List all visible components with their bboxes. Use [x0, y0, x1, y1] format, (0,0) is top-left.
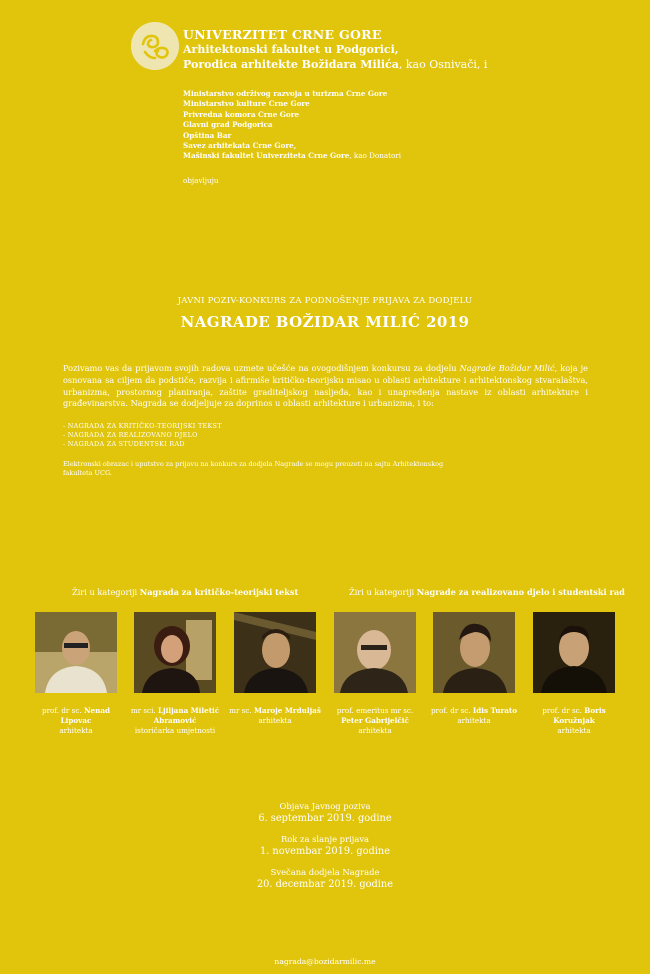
university-logo — [131, 22, 179, 70]
jury-photo-lipovac — [35, 612, 117, 693]
jury-title: mr sci. — [130, 706, 156, 715]
jury-name: Boris Koružnjak — [553, 706, 606, 725]
jury-photo-turato — [433, 612, 515, 693]
jury-heading-category: Nagrade za realizovano djelo i studentski rad — [416, 587, 625, 597]
jury-heading-realized — [349, 587, 625, 597]
organizer-block — [183, 27, 487, 72]
jury-name: Maroje Mrduljaš — [253, 706, 321, 715]
date-label: Svečana dodjela Nagrade — [270, 867, 380, 877]
jury-heading-prefix: Žiri u kategoriji — [72, 587, 140, 597]
donor-list — [183, 89, 401, 162]
jury-title: prof. emeritus mr sc. — [336, 706, 414, 715]
jury-caption — [325, 706, 425, 736]
jury-caption — [125, 706, 225, 736]
jury-heading-category: Nagrada za kritičko-teorijski tekst — [139, 587, 299, 597]
call-title: NAGRADE BOŽIDAR MILIĆ 2019 — [180, 313, 470, 331]
important-dates — [0, 801, 650, 890]
date-value: 6. septembar 2019. godine — [258, 812, 392, 824]
donor-item: Ministarstvo kulture Crne Gore — [183, 99, 310, 109]
contact-email[interactable]: nagrada@bozidarmilic.me — [274, 957, 376, 966]
date-label: Objava Javnog poziva — [279, 801, 371, 811]
jury-photo-koruznjak — [533, 612, 615, 693]
intro-text-before: Pozivamo vas da prijavom svojih radova uzmete učešće na ovogodišnjem konkursu za dodjelu — [63, 363, 460, 373]
jury-role: arhitekta — [258, 716, 292, 725]
jury-title: mr sc. — [229, 706, 252, 715]
donor-item: Mašinski fakultet Univerziteta Crne Gore — [183, 151, 350, 161]
jury-caption — [225, 706, 325, 726]
university-name: UNIVERZITET CRNE GORE — [183, 27, 382, 42]
jury-name: Nenad Lipovac — [60, 706, 111, 725]
intro-text-after: , koja je osnovana sa ciljem da podstiče, razvija i afirmiše kritičko-teorijsku misao u oblasti arhitekture i arhitektonskog stvaralaštva, urbanizma, prostornog planiranja, zaštite graditeljskog nasljeđa, kao i unapređenja nastave iz oblasti arhitekture i građevinarstva. Nagrada se dodjeljuje za doprinos u oblasti arhitekture i urbanizma, i to: — [63, 363, 588, 409]
jury-role: arhitekta — [358, 726, 392, 735]
jury-caption — [524, 706, 624, 736]
download-note: Elektronski obrazac i uputstvo za prijavu na konkurs za dodjela Nagrade se mogu preuzeti na sajtu Arhitektonskog fakulteta UCG. — [63, 460, 444, 477]
jury-role: arhitekta — [557, 726, 591, 735]
jury-caption — [26, 706, 126, 736]
donor-item: Savez arhitekata Crne Gore, — [183, 141, 297, 151]
jury-heading-prefix: Žiri u kategoriji — [349, 587, 417, 597]
date-label: Rok za slanje prijava — [280, 834, 370, 844]
donor-item: Ministarstvo održivog razvoja u turizma Crne Gore — [183, 89, 388, 98]
intro-paragraph — [63, 363, 588, 410]
jury-title: prof. dr sc. — [542, 706, 582, 715]
jury-role: arhitekta — [59, 726, 93, 735]
category-item: - NAGRADA ZA STUDENTSKI RAD — [63, 439, 185, 448]
family-name: Porodica arhitekte Božidara Milića — [183, 58, 399, 71]
category-item: - NAGRADA ZA KRITIČKO-TEORIJSKI TEKST — [63, 422, 222, 430]
founders-suffix: , kao Osnivači, i — [398, 58, 488, 71]
jury-name: Ljiljana Miletić Abramović — [153, 706, 220, 725]
jury-name: Peter Gabrijelčič — [341, 716, 409, 725]
category-list — [63, 422, 222, 448]
publish-verb: objavljuju — [183, 176, 219, 185]
category-item: - NAGRADA ZA REALIZOVANO DJELO — [63, 430, 198, 439]
jury-role: istoričarka umjetnosti — [134, 726, 216, 735]
jury-photo-mrduljas — [234, 612, 316, 693]
jury-title: prof. dr sc. — [430, 706, 471, 715]
donor-item: Opština Bar — [183, 130, 232, 140]
jury-caption — [424, 706, 524, 726]
call-subtitle: JAVNI POZIV-KONKURS ZA PODNOŠENJE PRIJAVA ZA DODJELU — [177, 296, 473, 306]
jury-heading-theory — [72, 587, 298, 597]
donor-item: Privredna komora Crne Gore — [183, 109, 300, 119]
date-value: 1. novembar 2019. godine — [259, 845, 391, 857]
donor-item: Glavni grad Podgorica — [183, 120, 273, 130]
faculty-name: Arhitektonski fakultet u Podgorici, — [183, 43, 399, 56]
jury-title: prof. dr sc. — [41, 706, 82, 715]
award-name: Nagrade Božidar Milić — [459, 363, 555, 373]
date-value: 20. decembar 2019. godine — [256, 878, 394, 890]
jury-photo-gabrijelcic — [334, 612, 416, 693]
jury-name: Idis Turato — [472, 706, 518, 715]
jury-role: arhitekta — [457, 716, 491, 725]
jury-photo-abramovic — [134, 612, 216, 693]
donors-suffix: , kao Donatori — [349, 151, 402, 161]
